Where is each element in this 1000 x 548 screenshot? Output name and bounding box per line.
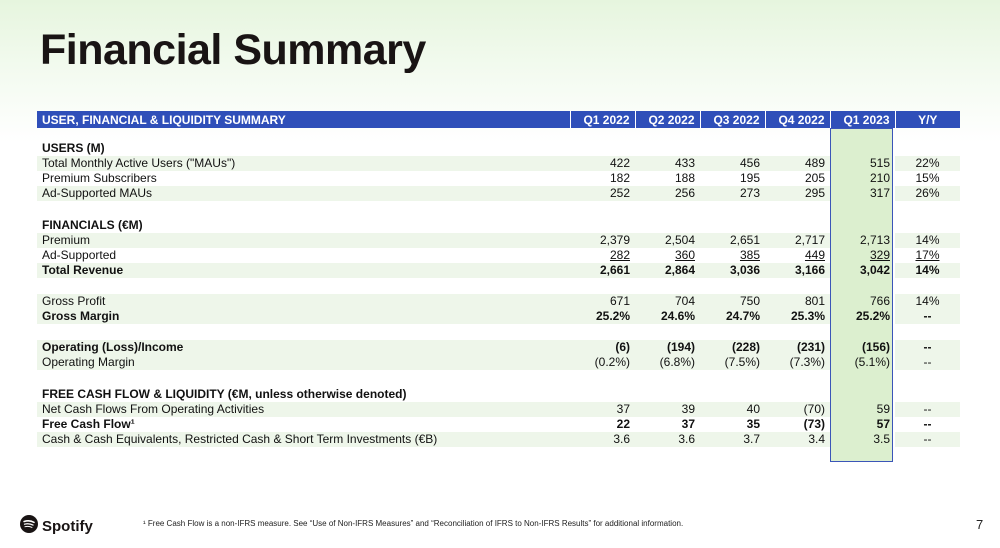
header-q4-2022: Q4 2022 xyxy=(765,111,830,128)
section-label: USERS (M) xyxy=(42,140,105,155)
table-row: Ad-Supported MAUs 252 256 273 295 317 26% xyxy=(37,186,960,201)
header-summary: USER, FINANCIAL & LIQUIDITY SUMMARY xyxy=(37,111,570,128)
table-row: Operating (Loss)/Income (6) (194) (228) (231) (156) -- xyxy=(37,340,960,355)
section-users xyxy=(37,140,960,156)
table-row: Free Cash Flow¹ 22 37 35 (73) 57 -- xyxy=(42,417,932,431)
header-q3-2022: Q3 2022 xyxy=(700,111,765,128)
table-row: Total Monthly Active Users ("MAUs") 422 433 456 489 515 22% xyxy=(37,156,960,171)
table-row: Ad-Supported 282 360 385 449 329 17% xyxy=(42,248,940,262)
page-title: Financial Summary xyxy=(40,26,426,74)
header-q2-2022: Q2 2022 xyxy=(635,111,700,128)
table-row: Gross Margin 25.2% 24.6% 24.7% 25.3% 25.2% -- xyxy=(37,309,960,324)
financial-summary-table-container xyxy=(37,111,960,447)
spotify-logo xyxy=(20,515,93,538)
header-q1-2023: Q1 2023 xyxy=(830,111,895,128)
table-row: Net Cash Flows From Operating Activities 37 39 40 (70) 59 -- xyxy=(37,402,960,417)
section-label: FINANCIALS (€M) xyxy=(42,217,143,232)
page-number: 7 xyxy=(976,517,984,532)
table-row: Gross Profit 671 704 750 801 766 14% xyxy=(37,294,960,309)
header-q1-2022: Q1 2022 xyxy=(570,111,635,128)
footnote: ¹ Free Cash Flow is a non-IFRS measure. See “Use of Non-IFRS Measures” and “Reconciliation of IFRS to Non-IFRS Results” for additional information. xyxy=(143,519,684,528)
section-financials xyxy=(37,217,960,233)
header-yy: Y/Y xyxy=(895,111,960,128)
financial-summary-table xyxy=(37,111,960,447)
spotify-icon xyxy=(20,515,38,538)
table-row: Premium 2,379 2,504 2,651 2,717 2,713 14% xyxy=(37,233,960,248)
section-label: FREE CASH FLOW & LIQUIDITY (€M, unless otherwise denoted) xyxy=(42,386,407,401)
table-row: Cash & Cash Equivalents, Restricted Cash & Short Term Investments (€B) 3.6 3.6 3.7 3.4 3.5 -- xyxy=(37,432,960,447)
table-header-row xyxy=(37,111,960,128)
table-row: Total Revenue 2,661 2,864 3,036 3,166 3,042 14% xyxy=(37,263,960,278)
spotify-wordmark: Spotify xyxy=(42,518,93,535)
section-cashflow xyxy=(37,386,960,402)
table-row: Premium Subscribers 182 188 195 205 210 15% xyxy=(42,171,940,185)
table-row: Operating Margin (0.2%) (6.8%) (7.5%) (7.3%) (5.1%) -- xyxy=(37,355,960,370)
